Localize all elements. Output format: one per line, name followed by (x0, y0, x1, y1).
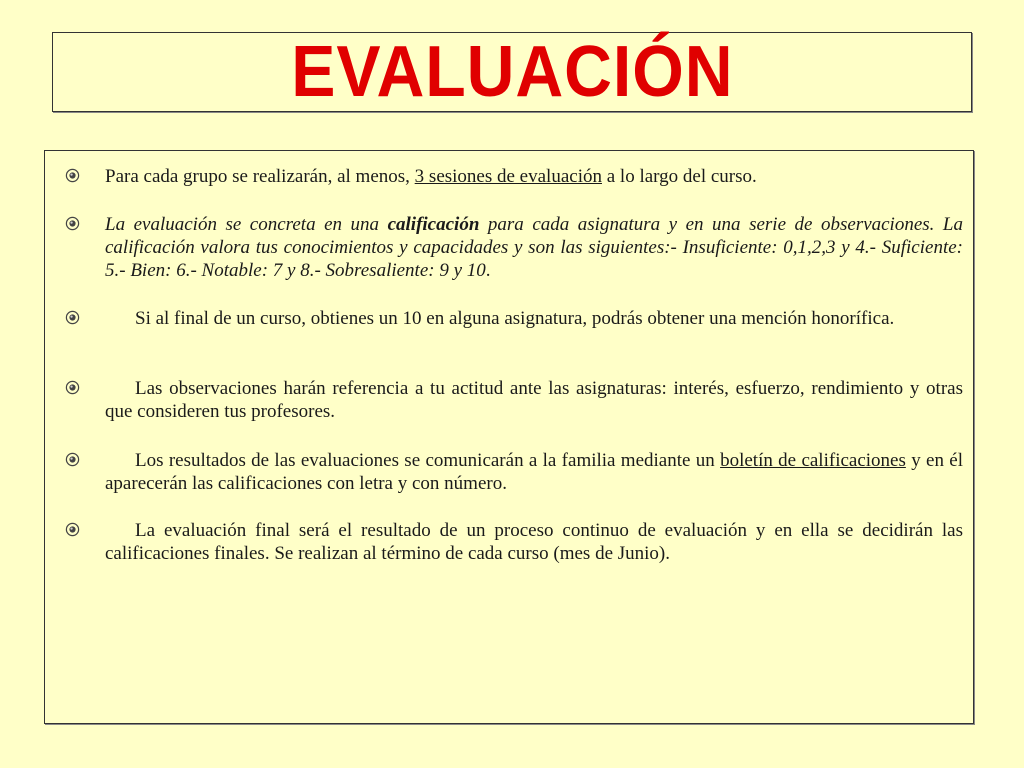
circled-dot-bullet-icon (65, 310, 80, 325)
slide-title: EVALUACIÓN (290, 32, 734, 112)
text-segment: para cada asignatura y en una serie de observaciones. La calificación valora tus conocimientos y capacidades y son las siguientes:- Insuficiente: 0,1,2,3 y 4.- Suficiente: 5.- Bien: 6.- Notable: 7 y 8.- Sobresaliente: 9 y 10 (105, 214, 964, 281)
bold-term: calificación (387, 214, 480, 235)
bullet-item (65, 377, 963, 423)
text-segment: y en él aparecerán las calificaciones con letra y con número. (105, 450, 963, 494)
bullet-text (105, 377, 963, 423)
circled-dot-bullet-icon (65, 216, 80, 231)
bullet-item (65, 519, 963, 565)
title-box (52, 32, 972, 112)
text-segment: Las observaciones harán referencia a tu actitud ante las asignaturas: interés, esfuerzo, rendimiento y otras que consideren tus profesores. (105, 378, 963, 422)
bullet-text (105, 165, 963, 188)
bullet-text (105, 307, 963, 330)
circled-dot-bullet-icon (65, 522, 80, 537)
circled-dot-bullet-icon (65, 380, 80, 395)
text-segment: a lo largo del curso. (601, 166, 757, 187)
bullet-item (65, 307, 963, 330)
underlined-term: 3 sesiones de evaluación (414, 166, 602, 187)
text-segment: La evaluación se concreta en una (105, 214, 388, 235)
circled-dot-bullet-icon (65, 168, 80, 183)
text-segment: La evaluación final será el resultado de un proceso continuo de evaluación y en ella se decidirán las calificaciones finales. Se realizan al término de cada curso (mes de Junio). (105, 520, 963, 564)
bullet-text (105, 519, 963, 565)
bullet-text (105, 213, 963, 282)
text-segment: . (485, 260, 491, 281)
bullet-item (65, 449, 963, 495)
text-segment: Los resultados de las evaluaciones se comunicarán a la familia mediante un (135, 450, 721, 471)
circled-dot-bullet-icon (65, 452, 80, 467)
text-segment: Para cada grupo se realizarán, al menos, (105, 166, 415, 187)
bullet-item (65, 213, 963, 282)
bullet-text (105, 449, 963, 495)
bullet-item (65, 165, 963, 188)
content-box (44, 150, 974, 724)
text-segment: Si al final de un curso, obtienes un 10 en alguna asignatura, podrás obtener una mención honorífica. (135, 308, 895, 329)
underlined-term: boletín de calificaciones (720, 450, 906, 471)
